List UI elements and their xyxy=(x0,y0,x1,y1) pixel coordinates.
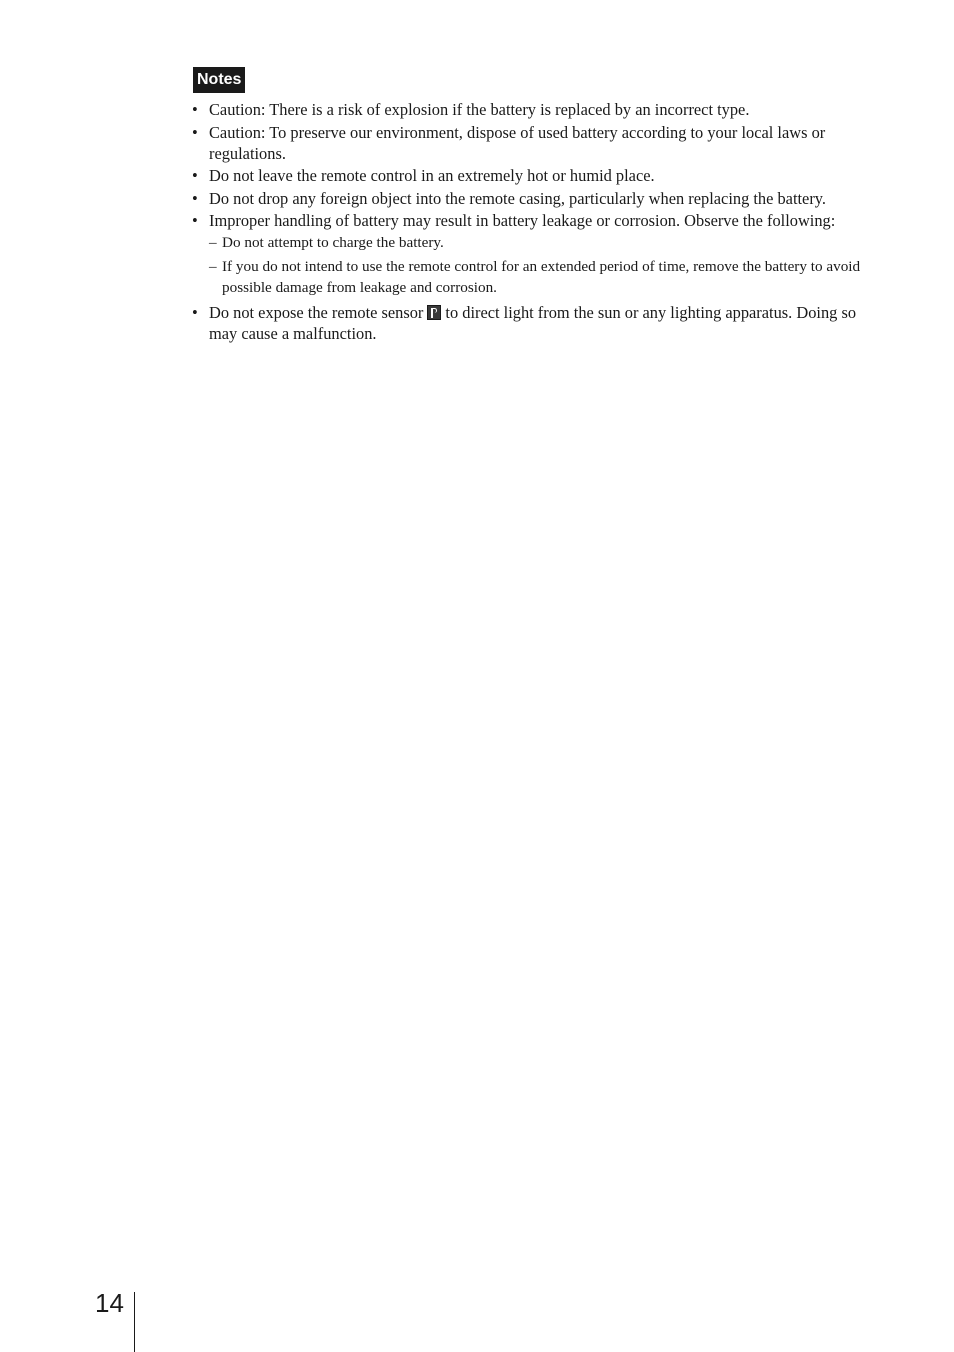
bullet: • xyxy=(192,166,198,185)
remote-sensor-icon xyxy=(427,305,441,320)
bullet: • xyxy=(192,100,198,119)
dash: – xyxy=(209,234,217,251)
note-item-foreign-object xyxy=(192,188,864,209)
page-number-divider xyxy=(134,1292,135,1352)
bullet: • xyxy=(192,122,198,142)
notes-heading: Notes xyxy=(193,67,245,93)
note-item-remote-sensor xyxy=(192,302,864,344)
note-item-environment xyxy=(192,122,864,164)
sub-item-remove-battery xyxy=(209,256,864,298)
bullet: • xyxy=(192,188,198,208)
note-text-before-icon: Do not expose the remote sensor xyxy=(209,303,424,322)
note-item-battery-handling xyxy=(192,210,864,298)
note-text: Do not leave the remote control in an extremely hot or humid place. xyxy=(209,166,655,185)
bullet: • xyxy=(192,211,198,230)
sub-item-text: If you do not intend to use the remote control for an extended period of time, remove the battery to avoid possible damage from leakage and corrosion. xyxy=(222,258,861,296)
sub-item-text: Do not attempt to charge the battery. xyxy=(222,234,444,251)
notes-list xyxy=(192,99,864,346)
note-text: Caution: To preserve our environment, dispose of used battery according to your local laws or regulations. xyxy=(209,122,826,163)
note-text-after-icon: to direct light from the sun or any lighting apparatus. Doing so may cause a malfunction. xyxy=(209,303,857,343)
page-number: 14 xyxy=(95,1288,124,1318)
note-text: Caution: There is a risk of explosion if the battery is replaced by an incorrect type. xyxy=(209,100,750,119)
dash: – xyxy=(209,258,217,275)
note-text: Do not drop any foreign object into the remote casing, particularly when replacing the battery. xyxy=(209,188,827,208)
note-text: Improper handling of battery may result in battery leakage or corrosion. Observe the following: xyxy=(209,211,836,230)
note-item-explosion-risk xyxy=(192,99,864,120)
note-item-hot-humid xyxy=(192,165,864,186)
bullet: • xyxy=(192,303,198,322)
note-sub-list xyxy=(209,232,864,298)
sub-item-no-charge xyxy=(209,232,864,253)
